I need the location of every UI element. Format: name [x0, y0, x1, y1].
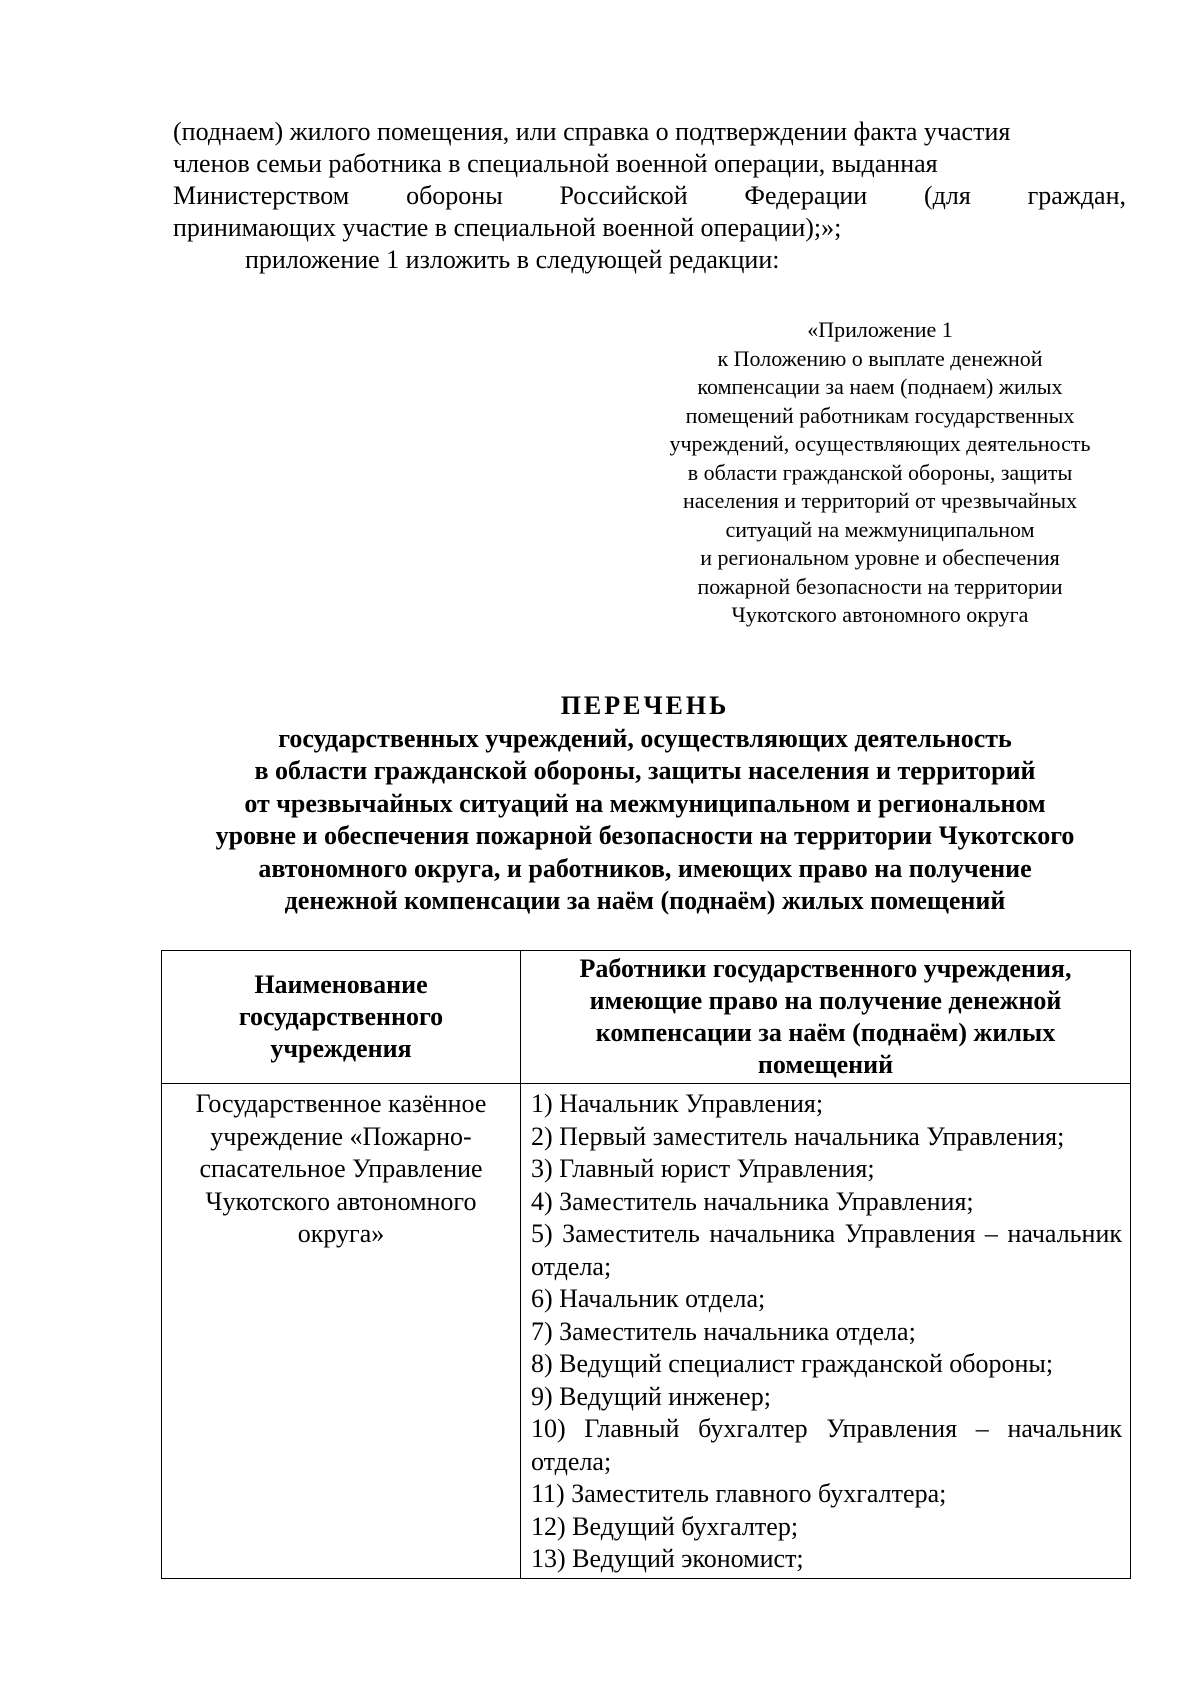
- position-item: 1) Начальник Управления;: [531, 1089, 824, 1118]
- appendix-note-line: учреждений, осуществляющих деятельность: [669, 431, 1091, 456]
- appendix-note-line: к Положению о выплате денежной: [717, 345, 1043, 371]
- column-header-institution: Наименование государственного учреждения: [162, 951, 521, 1084]
- appendix-note-line: «Приложение 1: [807, 317, 953, 342]
- appendix-note-line: ситуаций на межмуниципальном: [725, 516, 1035, 542]
- intro-line: членов семьи работника в специальной военной операции, выданная: [173, 149, 938, 178]
- intro-line: принимающих участие в специальной военной операции);»;: [173, 213, 842, 242]
- institution-name-cell: Государственное казённое учреждение «Пожарно-спасательное Управление Чукотского автономного округа»: [162, 1084, 521, 1579]
- position-item: 12) Ведущий бухгалтер;: [531, 1511, 799, 1541]
- appendix-note-line: пожарной безопасности на территории: [697, 573, 1063, 599]
- appendix-note-line: помещений работникам государственных: [685, 402, 1075, 428]
- column-header-employees: Работники государственного учреждения, имеющие право на получение денежной компенсации за наём (поднаём) жилых помещений: [521, 951, 1131, 1084]
- document-title: [150, 690, 1140, 918]
- appendix-note-line: Чукотского автономного округа: [731, 602, 1029, 627]
- position-item: 11) Заместитель главного бухгалтера;: [531, 1479, 947, 1508]
- position-item: 6) Начальник отдела;: [531, 1284, 766, 1313]
- title-line: уровне и обеспечения пожарной безопасности на территории Чукотского: [215, 821, 1075, 850]
- appendix-note-line: в области гражданской обороны, защиты: [687, 459, 1073, 485]
- position-item: 9) Ведущий инженер;: [531, 1381, 771, 1411]
- appendix-note-line: и региональном уровне и обеспечения: [700, 545, 1060, 570]
- table-row: [162, 1084, 1131, 1579]
- intro-text: [173, 116, 1126, 276]
- position-item: 5) Заместитель начальника Управления – начальник отдела;: [531, 1219, 1122, 1281]
- position-item: 4) Заместитель начальника Управления;: [531, 1186, 974, 1216]
- positions-cell: [521, 1084, 1131, 1579]
- appendix-note: [630, 316, 1130, 630]
- position-item: 7) Заместитель начальника отдела;: [531, 1316, 916, 1346]
- intro-instruction: приложение 1 изложить в следующей редакции:: [245, 245, 780, 274]
- intro-line: Министерством обороны Российской Федерации (для граждан,: [173, 181, 1126, 210]
- title-line: в области гражданской обороны, защиты населения и территорий: [254, 756, 1036, 785]
- institutions-table: [161, 950, 1131, 1579]
- position-item: 2) Первый заместитель начальника Управления;: [531, 1121, 1065, 1151]
- title-line: государственных учреждений, осуществляющих деятельность: [278, 723, 1012, 753]
- position-item: 13) Ведущий экономист;: [531, 1544, 804, 1573]
- title-heading: ПЕРЕЧЕНЬ: [560, 691, 730, 720]
- title-line: автономного округа, и работников, имеющих право на получение: [258, 853, 1032, 883]
- intro-line: (поднаем) жилого помещения, или справка о подтверждении факта участия: [173, 117, 1011, 146]
- position-item: 8) Ведущий специалист гражданской обороны;: [531, 1349, 1054, 1378]
- appendix-note-line: населения и территорий от чрезвычайных: [683, 488, 1077, 513]
- title-line: от чрезвычайных ситуаций на межмуниципальном и региональном: [244, 788, 1046, 818]
- appendix-note-line: компенсации за наем (поднаем) жилых: [697, 374, 1063, 399]
- position-item: 10) Главный бухгалтер Управления – начальник отдела;: [531, 1414, 1122, 1476]
- title-line: денежной компенсации за наём (поднаём) жилых помещений: [284, 886, 1006, 915]
- table-header-row: [162, 951, 1131, 1084]
- position-item: 3) Главный юрист Управления;: [531, 1154, 875, 1183]
